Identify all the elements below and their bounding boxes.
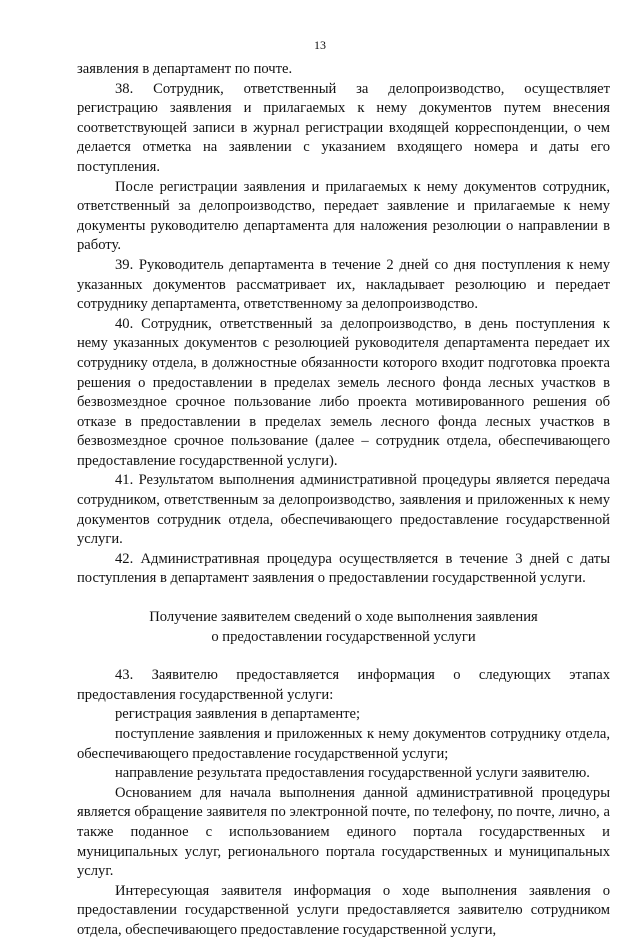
section-heading xyxy=(77,608,610,647)
paragraph-41: 41. Результатом выполнения административной процедуры является передача сотрудником, ответственным за делопроизводство, заявления и приложенных к нему документов сотрудник отдела, обеспечивающего предоставление государственной услуги. xyxy=(77,472,610,548)
section-heading-line-2: о предоставлении государственной услуги xyxy=(211,628,476,645)
paragraph-43: 43. Заявителю предоставляется информация о следующих этапах предоставления государственной услуги: xyxy=(77,667,610,703)
stage-registration: регистрация заявления в департаменте; xyxy=(115,706,361,723)
stage-receipt: поступление заявления и приложенных к нему документов сотруднику отдела, обеспечивающего предоставление государственной услуги; xyxy=(77,726,610,762)
paragraph-40: 40. Сотрудник, ответственный за делопроизводство, в день поступления к нему указанных документов с резолюцией руководителя департамента передает их сотруднику отдела, в должностные обязанности которого входит подготовка проекта решения о предоставлении в пределах земель лесного фонда лесных участков в безвозмездное срочное пользование либо проекта мотивированного решения об отказе в предоставлении в пределах земель лесного фонда лесных участков в безвозмездное срочное пользование (далее – сотрудник отдела, обеспечивающего предоставление государственной услуги). xyxy=(77,315,610,469)
document-body xyxy=(77,60,610,941)
paragraph-42: 42. Административная процедура осуществляется в течение 3 дней с даты поступления в департамент заявления о предоставлении государственной услуги. xyxy=(77,550,610,587)
paragraph-39: 39. Руководитель департамента в течение 2 дней со дня поступления к нему указанных документов рассматривает их, накладывает резолюцию и передает сотруднику департамента, ответственному за делопроизводство. xyxy=(77,256,610,313)
paragraph-continuation: заявления в департамент по почте. xyxy=(77,61,293,77)
section-heading-line-1: Получение заявителем сведений о ходе выполнения заявления xyxy=(149,609,538,626)
stage-result: направление результата предоставления государственной услуги заявителю. xyxy=(115,765,590,782)
page-number: 13 xyxy=(314,38,326,52)
paragraph-38-registration: После регистрации заявления и прилагаемых к нему документов сотрудник, ответственный за делопроизводство, передает заявление и прилагаемые к нему документы руководителю департамента для наложения резолюции о направлении в работу. xyxy=(77,178,610,254)
paragraph-38: 38. Сотрудник, ответственный за делопроизводство, осуществляет регистрацию заявления и прилагаемых к нему документов путем внесения соответствующей записи в журнал регистрации входящей корреспонденции, о чем делается отметка на заявлении с указанием входящего номера и даты его поступления. xyxy=(77,80,610,175)
paragraph-basis: Основанием для начала выполнения данной административной процедуры является обращение заявителя по электронной почте, по телефону, по почте, лично, а также поданное с использованием единого портала государственных и муниципальных услуг, регионального портала государственных и муниципальных услуг. xyxy=(77,784,610,880)
paragraph-information: Интересующая заявителя информация о ходе выполнения заявления о предоставлении государственной услуги предоставляется заявителю сотрудником отдела, обеспечивающего предоставление государственной услуги, xyxy=(77,882,610,938)
